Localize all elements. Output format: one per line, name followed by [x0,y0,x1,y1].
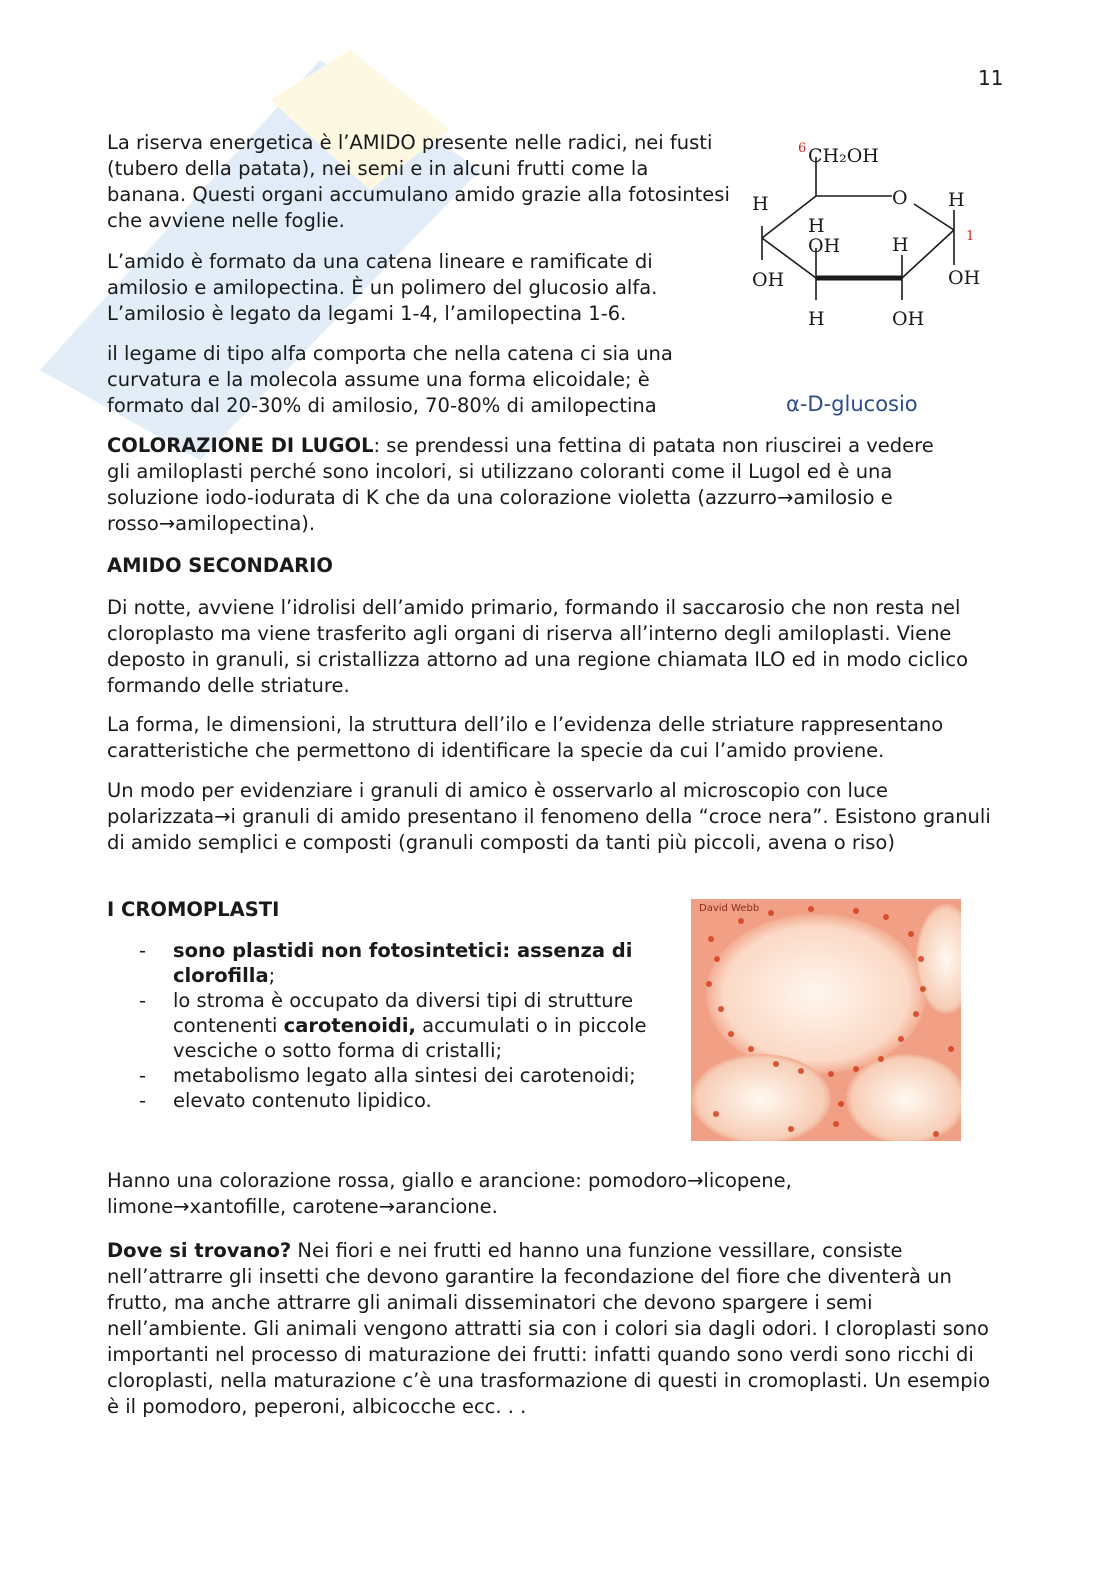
list-item: - elevato contenuto lipidico. [107,1088,677,1113]
bullet-2-bold: carotenoidi, [283,1014,416,1037]
arrow-icon: → [214,805,231,828]
list-item [107,988,677,1063]
polarized-light-text: Un modo per evidenziare i granuli di amico è osservarlo al microscopio con luce polarizzata [107,779,889,828]
intro-paragraph-1: La riserva energetica è l’AMIDO presente nelle radici, nei fusti (tubero della patata), nei semi e in alcuni frutti come la banana. Questi organi accumulano amido grazie alla fotosintesi che avviene nelle foglie. [107,131,730,232]
colori-line-2b: xantofille, carotene [189,1195,379,1218]
h-top-left-label: H [752,193,769,215]
colori-line-2a: limone [107,1195,174,1218]
lugol-line-3b: amilosio e [793,486,893,509]
arrow-icon: → [687,1169,704,1192]
colori-line-2c: arancione. [394,1195,498,1218]
arrow-icon: → [158,512,176,535]
lugol-title: COLORAZIONE DI LUGOL [107,434,374,457]
colori-line-1b: licopene, [703,1169,792,1192]
h-bottom-label: H [808,308,825,330]
lugol-line-3a: soluzione iodo-iodurata di K che da una colorazione violetta (azzurro [107,486,777,509]
oh-right-label: OH [948,267,981,289]
dove-title: Dove si trovano? [107,1239,292,1262]
arrow-icon: → [776,486,794,509]
lugol-line-4a: rosso [107,512,159,535]
bullet-1-bold: sono plastidi non fotosintetici: assenza di clorofilla [173,939,633,987]
cromoplasti-list [107,938,677,1113]
alpha-d-glucose-structure [742,130,1002,340]
amido-secondario-paragraph-2: La forma, le dimensioni, la struttura dell’ilo e l’evidenza delle striature rappresentano caratteristiche che permettono di identificare la specie da cui l’amido proviene. [107,713,944,762]
chromoplast-micrograph [691,899,961,1141]
arrow-icon: → [173,1195,190,1218]
dove-paragraph [107,1238,1007,1420]
h-top-right-label: H [948,189,965,211]
colori-line-1a: Hanno una colorazione rossa, giallo e arancione: pomodoro [107,1169,688,1192]
h-ring2-label: H [892,234,909,256]
carbon-6-label: 6 [798,141,807,156]
lugol-line-4b: amilopectina). [175,512,316,535]
list-item: - metabolismo legato alla sintesi dei carotenoidi; [107,1063,677,1088]
image-credit: David Webb [699,903,760,914]
page-number: 11 [978,66,1004,90]
lugol-line-1: : se prendessi una fettina di patata non riuscirei a vedere [373,434,934,457]
h-ring-label: H [808,215,825,237]
ring-oxygen-label: O [892,187,908,209]
lugol-line-2: gli amiloplasti perché sono incolori, si utilizzano coloranti come il Lugol ed è una [107,460,893,483]
amido-secondario-heading: AMIDO SECONDARIO [107,554,334,577]
bullet-1-tail: ; [268,964,276,987]
amido-secondario-paragraph-1: Di notte, avviene l’idrolisi dell’amido primario, formando il saccarosio che non resta nel cloroplasto ma viene trasferito agli organi di riserva all’interno degli amiloplasti. Viene deposto in granuli, si cristallizza attorno ad una regione chiamata ILO ed in modo ciclico formando delle striature. [107,596,969,697]
bullet-2-post: accumulati o in piccole vesciche o sotto forma di cristalli; [173,1014,647,1062]
amido-secondario-paragraph-3 [107,778,997,856]
arrow-icon: → [378,1195,395,1218]
list-item [107,938,677,988]
oh-bottom-label: OH [892,308,925,330]
ch2oh-label: CH₂OH [808,145,879,167]
oh-ring-label: OH [808,235,841,257]
bullet-2-pre: lo stroma è occupato da diversi tipi di strutture contenenti [173,989,634,1037]
lugol-paragraph [107,433,1007,537]
oh-left-label: OH [752,269,785,291]
colori-paragraph [107,1168,1007,1220]
black-cross-text: i granuli di amido presentano il fenomeno della “croce nera”. Esistono granuli di amido semplici e composti (granuli composti da tanti più piccoli, avena o riso) [107,805,991,854]
dove-text: Nei fiori e nei frutti ed hanno una funzione vessillare, consiste nell’attrarre gli insetti che devono garantire la fecondazione del fiore che diventerà un frutto, ma anche attrarre gli animali disseminatori che devono spargere i semi nell’ambiente. Gli animali vengono attratti sia con i colori sia dagli odori. I cloroplasti sono importanti nel processo di maturazione dei frutti: infatti quando sono verdi sono ricchi di cloroplasti, nella maturazione c’è una trasformazione di questi in cromoplasti. Un esempio è il pomodoro, peperoni, albicocche ecc. . . [107,1239,991,1418]
carbon-1-label: 1 [966,229,975,244]
intro-paragraph-3: il legame di tipo alfa comporta che nella catena ci sia una curvatura e la molecola assume una forma elicoidale; è formato dal 20-30% di amilosio, 70-80% di amilopectina [107,342,673,417]
glucose-caption: α-D-glucosio [786,392,918,416]
intro-paragraph-2: L’amido è formato da una catena lineare e ramificate di amilosio e amilopectina. È un polimero del glucosio alfa. L’amilosio è legato da legami 1-4, l’amilopectina 1-6. [107,250,658,325]
cromoplasti-heading: I CROMOPLASTI [107,898,280,921]
